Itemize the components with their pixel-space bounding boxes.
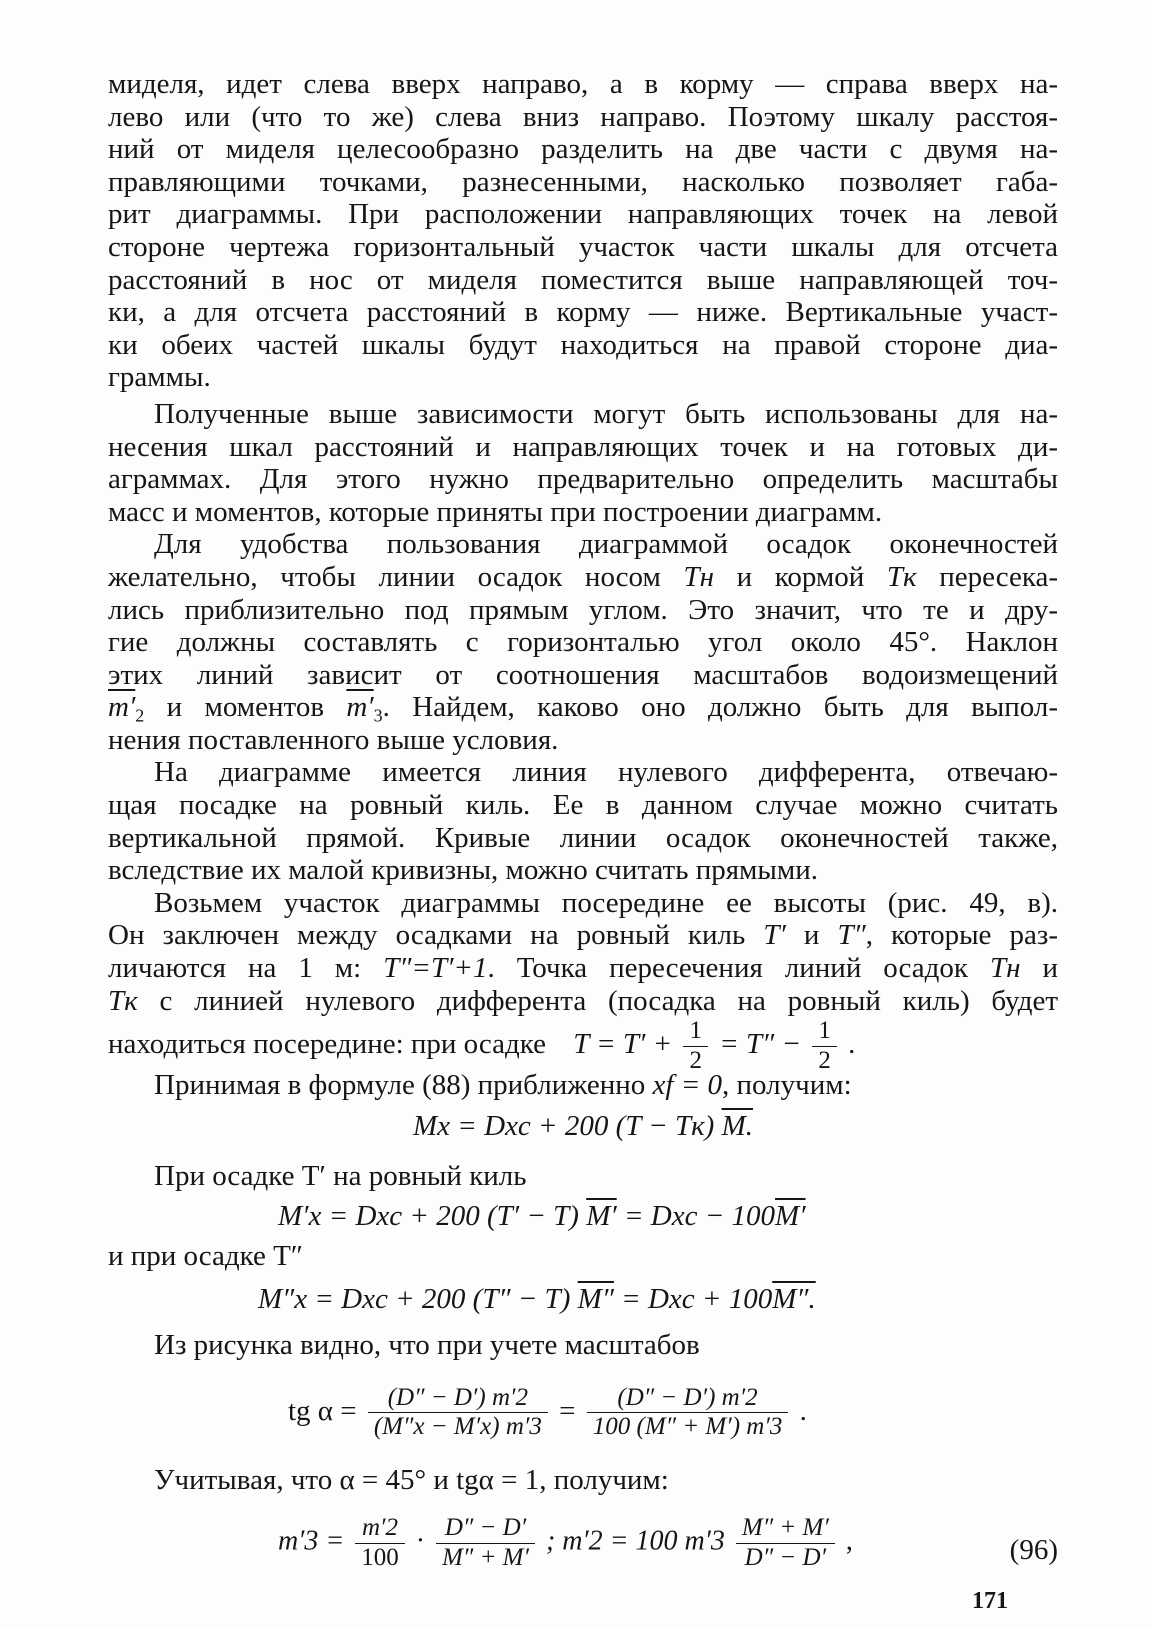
- moment-formula: [108, 1110, 1058, 1150]
- text-line: масс и моментов, которые приняты при построении диаграмм.: [108, 495, 883, 528]
- text-run: . Найдем, каково оно должно быть для выпол-: [382, 691, 1059, 724]
- numerator: 1: [812, 1017, 837, 1047]
- tangent-formula: [108, 1368, 1058, 1454]
- fraction: [436, 1514, 535, 1573]
- equation-96: [108, 1504, 1058, 1600]
- text-line: На диаграмме имеется линия нулевого дифферента, отвечаю-: [154, 756, 1058, 789]
- formula-part: = Dxc + 100: [621, 1283, 773, 1315]
- fraction: [736, 1514, 835, 1573]
- text-run: и кормой: [736, 560, 865, 593]
- formula-part: M′: [586, 1200, 617, 1233]
- text-line: При осадке T′ на ровный киль: [154, 1159, 527, 1192]
- text-line: Полученные выше зависимости могут быть использованы для на-: [154, 397, 1058, 430]
- formula-part: M.: [721, 1109, 753, 1142]
- denominator: 100 (M″ + M′) m′3: [592, 1413, 783, 1441]
- page-number: 171: [972, 1588, 1008, 1614]
- text-line: [108, 985, 1058, 1018]
- equation-body: [278, 1514, 853, 1573]
- text-line: вследствие их малой кривизны, можно считать прямыми.: [108, 854, 819, 887]
- formula-part: M″x = Dxc + 200 (T″ − T): [258, 1283, 571, 1315]
- text-line: миделя, идет слева вверх направо, а в корму — справа вверх на-: [108, 68, 1058, 100]
- fraction: [355, 1514, 405, 1573]
- text-line: ки, а для отсчета расстояний в корму — ниже. Вертикальные участ-: [108, 296, 1058, 329]
- text-line: Для удобства пользования диаграммой осадок оконечностей: [154, 528, 1058, 561]
- numerator: 1: [683, 1017, 708, 1047]
- text-run: , которые раз-: [865, 919, 1058, 952]
- numerator: M″ + M′: [736, 1514, 835, 1544]
- formula-part: M′x = Dxc + 200 (T′ − T): [278, 1200, 579, 1233]
- draft-stern-symbol: Tк: [108, 984, 138, 1017]
- text-line: нения поставленного выше условия.: [108, 723, 559, 756]
- numerator: D″ − D′: [436, 1514, 535, 1544]
- formula-part: m′3 =: [278, 1525, 345, 1557]
- draft-bow-symbol: Tн: [683, 560, 714, 593]
- text-line: [108, 1017, 1058, 1074]
- dot-operator: ·: [415, 1525, 426, 1557]
- text-run: и: [1042, 952, 1058, 985]
- moment-scale-symbol: m′: [346, 691, 374, 724]
- period: .: [799, 1394, 807, 1427]
- text-line: ний от миделя целесообразно разделить на две части с двумя на-: [108, 133, 1058, 166]
- text-line: и при осадке T″: [108, 1240, 303, 1273]
- formula-part: M″: [577, 1283, 614, 1315]
- paragraph-3: [108, 528, 1058, 756]
- midpoint-formula: [573, 1017, 856, 1074]
- draft-stern-symbol: Tк: [886, 560, 917, 593]
- formula-part: tg α =: [288, 1394, 357, 1427]
- page-body: [108, 68, 1058, 1600]
- text-line: граммы.: [108, 361, 211, 394]
- text-line: несения шкал расстояний и направляющих точек и на готовых ди-: [108, 430, 1058, 463]
- text-line: вертикальной прямой. Кривые линии осадок оконечностей также,: [108, 821, 1058, 854]
- formula-part: = T″ −: [719, 1028, 802, 1061]
- text-run: с линией нулевого дифферента (посадка на ровный киль) будет: [159, 984, 1058, 1017]
- moment-formula-2: [108, 1283, 1058, 1323]
- text-line: стороне чертежа горизонтальный участок части шкалы для отсчета: [108, 230, 1058, 263]
- paragraph-1: [108, 68, 1058, 394]
- mass-scale-symbol: m′: [108, 691, 136, 724]
- fraction: [368, 1384, 548, 1443]
- draft-symbol: T″: [837, 919, 866, 952]
- paragraph-2: [108, 398, 1058, 528]
- text-line: Из рисунка видно, что при учете масштабов: [154, 1329, 700, 1361]
- formula-part: = Dxc − 100: [623, 1200, 776, 1233]
- formula-part: Mx = Dxc + 200 (T − Tк): [413, 1109, 715, 1142]
- fraction: [683, 1017, 708, 1076]
- text-run: Он заключен между осадками на ровный киль: [108, 919, 746, 952]
- text-line: рит диаграммы. При расположении направляющих точек на левой: [108, 198, 1058, 231]
- numerator: (D″ − D′) m′2: [368, 1384, 548, 1414]
- moment-formula-1: [108, 1200, 1058, 1240]
- text-line: лись приблизительно под прямым углом. Это значит, что те и дру-: [108, 593, 1058, 626]
- text-line: расстояний в нос от миделя поместится выше направляющей точ-: [108, 263, 1058, 296]
- text-line: [108, 691, 1058, 724]
- text-line: гие должны составлять с горизонталью угол около 45°. Наклон: [108, 626, 1058, 659]
- draft-symbol: T′: [763, 919, 786, 952]
- text-run: желательно, чтобы линии осадок носом: [108, 560, 661, 593]
- denominator: 2: [689, 1046, 702, 1074]
- draft-bow-symbol: Tн: [989, 952, 1021, 985]
- formula-part: T = T′ +: [573, 1028, 673, 1061]
- text-line: [108, 561, 1058, 594]
- denominator: 100: [361, 1543, 399, 1571]
- paragraph-5: [108, 886, 1058, 1074]
- text-line: аграммах. Для этого нужно предварительно определить масштабы: [108, 463, 1058, 496]
- denominator: D″ − D′: [744, 1543, 827, 1571]
- equals-sign: =: [559, 1394, 576, 1427]
- comma: ,: [845, 1525, 853, 1557]
- text-line: [108, 919, 1058, 952]
- text-run: личаются на 1 м:: [108, 952, 362, 985]
- text-line: Возьмем участок диаграммы посередине ее высоты (рис. 49, в).: [154, 886, 1058, 919]
- equation-number: (96): [1009, 1534, 1058, 1567]
- text-run: Принимая в формуле (88) приближенно: [154, 1069, 646, 1102]
- inline-formula: xf = 0: [652, 1069, 723, 1102]
- numerator: (D″ − D′) m′2: [587, 1384, 789, 1414]
- denominator: (M″x − M′x) m′3: [373, 1413, 542, 1441]
- text-line: [108, 952, 1058, 985]
- text-run: $m'_2$: [108, 691, 145, 726]
- numerator: m′2: [355, 1514, 405, 1544]
- text-line: Учитывая, что α = 45° и tgα = 1, получим:: [154, 1463, 669, 1496]
- formula-part: ; m′2 = 100 m′3: [545, 1525, 725, 1557]
- text-run: $m'_3$. Найдем, каково оно должно быть для выпол-: [346, 691, 1059, 726]
- denominator: M″ + M′: [442, 1543, 529, 1571]
- formula-part: M″.: [772, 1283, 816, 1315]
- text-line: правляющими точками, разнесенными, насколько позволяет габа-: [108, 165, 1058, 198]
- text-line: лево или (что то же) слева вниз направо. Поэтому шкалу расстоя-: [108, 100, 1058, 133]
- text-line: ки обеих частей шкалы будут находиться на правой стороне диа-: [108, 328, 1058, 361]
- denominator: 2: [818, 1046, 831, 1074]
- text-run: пересека-: [939, 560, 1059, 593]
- text-run: , получим:: [722, 1069, 852, 1102]
- text-run: и: [803, 919, 820, 952]
- formula-part: M′: [775, 1200, 806, 1233]
- period: .: [848, 1028, 856, 1061]
- inline-formula: T″=T′+1: [383, 952, 488, 985]
- text-line: [108, 1069, 1058, 1102]
- text-line: щая посадке на ровный киль. Ее в данном случае можно считать: [108, 789, 1058, 822]
- text-run: . Точка пересечения линий осадок: [487, 952, 968, 985]
- fraction: [587, 1384, 789, 1443]
- text-run: и моментов: [166, 691, 325, 724]
- fraction: [812, 1017, 837, 1076]
- text-line: этих линий зависит от соотношения масштабов водоизмещений: [108, 658, 1058, 691]
- text-run: находиться посередине: при осадке: [108, 1028, 546, 1061]
- paragraph-4: [108, 756, 1058, 886]
